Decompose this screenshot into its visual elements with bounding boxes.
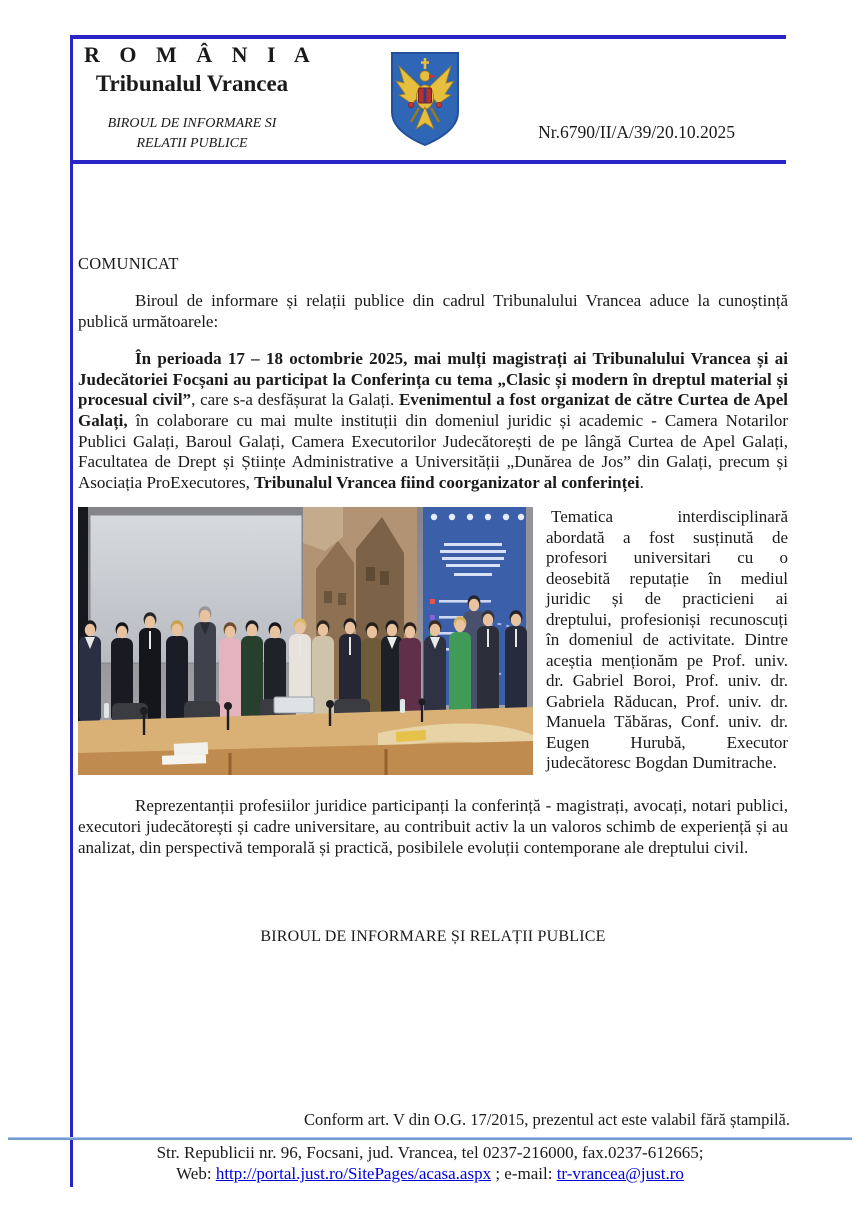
- email-label: ; e-mail:: [491, 1164, 557, 1183]
- intro-paragraph: Biroul de informare și relații publice din cadrul Tribunalului Vrancea aduce la cunoștință publică următoarele:: [78, 291, 788, 331]
- institution-name: Tribunalul Vrancea: [95, 71, 289, 96]
- web-label: Web:: [176, 1164, 216, 1183]
- header-top-rule: [70, 35, 786, 39]
- office-line-2: RELATII PUBLICE: [136, 136, 248, 151]
- footer-address: Str. Republicii nr. 96, Focsani, jud. Vrancea, tel 0237-216000, fax.0237-612665;: [156, 1143, 704, 1162]
- letterhead: [84, 42, 317, 154]
- conclusion-paragraph: Reprezentanții profesiilor juridice participanți la conferință - magistrați, avocați, notari publici, executori judecătorești și cadre universitare, au contribuit activ la un valoros schimb de experiență și au analizat, din perspectivă temporală și practică, posibilele evoluții contemporane ale dreptului civil.: [78, 796, 788, 857]
- email-link[interactable]: tr-vrancea@just.ro: [556, 1164, 684, 1183]
- left-border-rule: [70, 35, 73, 1187]
- website-link[interactable]: http://portal.just.ro/SitePages/acasa.aspx: [215, 1164, 492, 1183]
- conference-group-photo: [78, 507, 533, 775]
- office-line-1: BIROUL DE INFORMARE SI: [107, 116, 277, 131]
- country-name: R O M Â N I A: [84, 42, 317, 67]
- document-number: Nr.6790/II/A/39/20.10.2025: [538, 122, 735, 142]
- photo-paragraph: [78, 507, 788, 779]
- photo-paragraph-text: Tematica interdisciplinară abordată a fost susținută de profesori universitari cu o deosebită reputație în mediul juridic și de practicieni ai dreptului, profesioniși recunoscuți în domeniul de activitate. Dintre aceștia menționăm pe Prof. univ. dr. Gabriel Boroi, Prof. univ. dr. Gabriela Răducan, Prof. univ. dr. Manuela Tăbăras, Conf. univ. dr. Eugen Hurubă, Executor judecătoresc Bogdan Dumitrache.: [546, 507, 788, 773]
- event-paragraph: În perioada 17 – 18 octombrie 2025, mai mulți magistrați ai Tribunalului Vrancea și ai Judecătoriei Focșani au participat la Conferința cu tema „Clasic și modern în dreptul material și procesual civil”, care s-a desfășurat la Galați. Evenimentul a fost organizat de către Curtea de Apel Galați, în colaborare cu mai multe instituții din domeniul juridic și academic - Camera Notarilor Publici Galați, Baroul Galați, Camera Executorilor Judecătorești de pe lângă Curtea de Apel Galați, Facultatea de Drept și Științe Administrative a Universității „Dunărea de Jos” din Galați, precum și Asociația ProExecutores, Tribunalul Vrancea fiind coorganizator al conferinței.: [78, 349, 789, 492]
- validity-note: Conform art. V din O.G. 17/2015, prezentul act este valabil fără ștampilă.: [303, 1110, 790, 1129]
- footer-contacts: [0, 1164, 860, 1184]
- header-bottom-rule: [70, 160, 786, 164]
- signature-office: BIROUL DE INFORMARE ȘI RELAȚII PUBLICE: [260, 928, 606, 946]
- footer-rule: [8, 1137, 852, 1140]
- office-name: [84, 114, 300, 154]
- document-title: COMUNICAT: [78, 254, 179, 273]
